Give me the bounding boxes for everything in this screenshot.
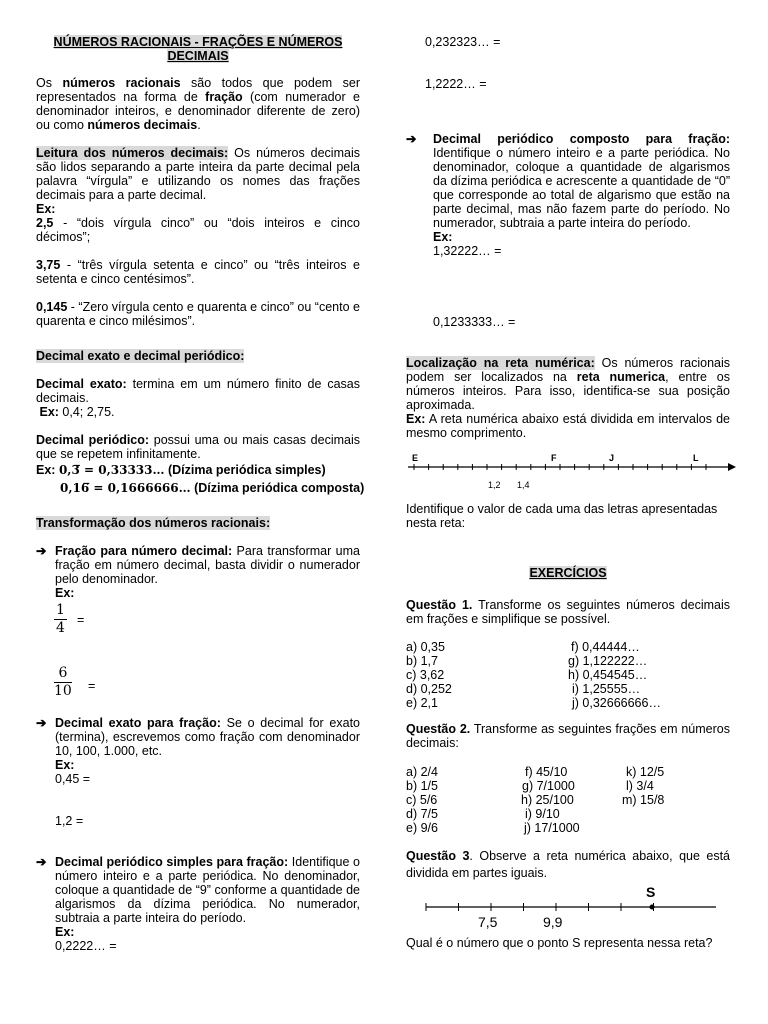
exercicios-heading: EXERCÍCIOS <box>529 566 607 580</box>
arrow-icon: ➔ <box>36 544 47 558</box>
decimal-periodico-text: Decimal periódico: possui uma ou mais casas decimais que se repetem infinitamente. <box>36 433 360 461</box>
list-item: a) 2/4 <box>406 765 438 779</box>
simples-ex-3: 1,2222… = <box>425 77 487 91</box>
tick-label-9-9: 9,9 <box>543 914 563 930</box>
list-item: l) 3/4 <box>626 779 654 793</box>
number-line-letters <box>406 452 736 492</box>
list-item: b) 1,7 <box>406 654 438 668</box>
list-item: e) 9/6 <box>406 821 438 835</box>
list-item: g) 7/1000 <box>522 779 575 793</box>
arrow-icon: ➔ <box>36 716 47 730</box>
list-item: b) 1/5 <box>406 779 438 793</box>
localizacao-question: Identifique o valor de cada uma das letras apresentadas nesta reta: <box>406 502 718 530</box>
letter-E: E <box>412 453 419 463</box>
point-s-label: S <box>646 884 656 900</box>
leitura-example-2: 3,75 - “três vírgula setenta e cinco” ou “três inteiros e setenta e cinco centésimos”. <box>36 258 360 286</box>
periodico-simples-para-fracao: ➔ Decimal periódico simples para fração: Identifique o número inteiro e a parte periódica. No denominador, coloque a quantidade de “9” conforme a quantidade de algarismos da dízima periódica. No numerador, subtraia a parte inteira do período. Ex: 0,2222… = <box>36 855 360 953</box>
list-item: a) 0,35 <box>406 640 445 654</box>
list-item: i) 9/10 <box>525 807 560 821</box>
letter-J: J <box>609 453 615 463</box>
ticks <box>414 464 706 470</box>
decimal-exato-text: Decimal exato: termina em um número finito de casas decimais. Ex: 0,4; 2,75. <box>36 377 360 419</box>
list-item: f) 45/10 <box>525 765 568 779</box>
number-line-s <box>406 880 736 932</box>
list-item: c) 5/6 <box>406 793 438 807</box>
leitura-example-3: 0,145 - “Zero vírgula cento e quarenta e cinco” ou “cento e quarenta e cinco milésimos”. <box>36 300 360 328</box>
tick-label-7-5: 7,5 <box>478 914 498 930</box>
tick-label-1-2: 1,2 <box>488 480 501 490</box>
leitura-heading: Leitura dos números decimais: <box>36 146 229 160</box>
list-item: d) 0,252 <box>406 682 452 696</box>
fraction-1-4: $\frac{1}{4}$ <box>56 602 65 636</box>
arrow-icon: ➔ <box>406 132 417 146</box>
list-item: e) 2,1 <box>406 696 438 710</box>
localizacao-section: Localização na reta numérica: Os números racionais podem ser localizados na reta numerica, entre os números inteiros. Para isso, identifica-se sua posição aproximada. Ex: A reta numérica abaixo está dividida em intervalos de mesmo comprimento. <box>406 356 730 440</box>
list-item: j) 0,32666666… <box>572 696 661 710</box>
intro-paragraph: Os números racionais são todos que podem ser representados na forma de fração (com numerador e denominador inteiros, e denominador diferente de zero) ou como números decimais. <box>36 76 361 132</box>
fraction-6-10: $\frac{6}{10}$ <box>54 665 72 699</box>
list-item: h) 25/100 <box>521 793 574 807</box>
list-item: j) 17/1000 <box>524 821 580 835</box>
list-item: m) 15/8 <box>622 793 665 807</box>
exato-periodico-heading: Decimal exato e decimal periódico: <box>36 349 245 363</box>
questao-2: Questão 2. Transforme as seguintes frações em números decimais: <box>406 722 730 750</box>
decimal-exato-para-fracao: ➔ Decimal exato para fração: Se o decimal for exato (termina), escrevemos como fração com denominador 10, 100, 1.000, etc. Ex: 0,45 = <box>36 716 360 786</box>
fracao-para-decimal: ➔ Fração para número decimal: Para transformar uma fração em número decimal, basta dividir o numerador pelo denominador. Ex: <box>36 544 360 600</box>
leitura-section: Leitura dos números decimais: Os números decimais são lidos separando a parte inteira da parte decimal pela palavra “vírgula” e utilizando os nomes das frações decimais para a parte decimal. Ex: 2,5 - “dois vírgula cinco” ou “dois inteiros e cinco décimos”; <box>36 146 360 244</box>
list-item: g) 1,122222… <box>568 654 648 668</box>
questao-3: Questão 3. Observe a reta numérica abaixo, que está dividida em partes iguais. <box>406 849 731 880</box>
list-item: f) 0,44444… <box>571 640 640 654</box>
list-item: c) 3,62 <box>406 668 445 682</box>
letter-L: L <box>693 453 699 463</box>
letter-F: F <box>551 453 557 463</box>
page-title: NÚMEROS RACIONAIS - FRAÇÕES E NÚMEROS DECIMAIS <box>53 35 343 63</box>
questao-3-question: Qual é o número que o ponto S representa nessa reta? <box>406 936 713 950</box>
dizima-simples-example: Ex: 0,3̅ = 0,33333… (Dízima periódica simples) <box>36 463 326 477</box>
dizima-composta-example: 0,16̅ = 0,1666666… (Dízima periódica composta) <box>60 481 365 495</box>
list-item: k) 12/5 <box>626 765 665 779</box>
tick-label-1-4: 1,4 <box>517 480 530 490</box>
composto-ex-2: 0,1233333… = <box>433 315 516 329</box>
arrow-icon: ➔ <box>36 855 47 869</box>
list-item: i) 1,25555… <box>572 682 641 696</box>
leitura-example-1: 2,5 - “dois vírgula cinco” ou “dois inteiros e cinco décimos”; <box>36 216 360 244</box>
list-item: h) 0,454545… <box>568 668 648 682</box>
point-s <box>650 905 655 910</box>
arrow-head <box>728 463 736 471</box>
questao-1: Questão 1. Transforme os seguintes números decimais em frações e simplifique se possível. <box>406 598 730 626</box>
periodico-composto-para-fracao: ➔ Decimal periódico composto para fração: Identifique o número inteiro e a parte periódica. No denominador, coloque a quantidade de algarismos da dízima periódica e acrescente a quantidade de “0” que corresponde ao total de algarismo que estão na parte decimal, mas não fazem parte do período. No numerador, subtraia a parte inteira do período. Ex: 1,32222… = <box>406 132 730 258</box>
exato-ex-2: 1,2 = <box>55 814 84 828</box>
list-item: d) 7/5 <box>406 807 438 821</box>
transformacao-heading: Transformação dos números racionais: <box>36 516 271 530</box>
simples-ex-2: 0,232323… = <box>425 35 501 49</box>
